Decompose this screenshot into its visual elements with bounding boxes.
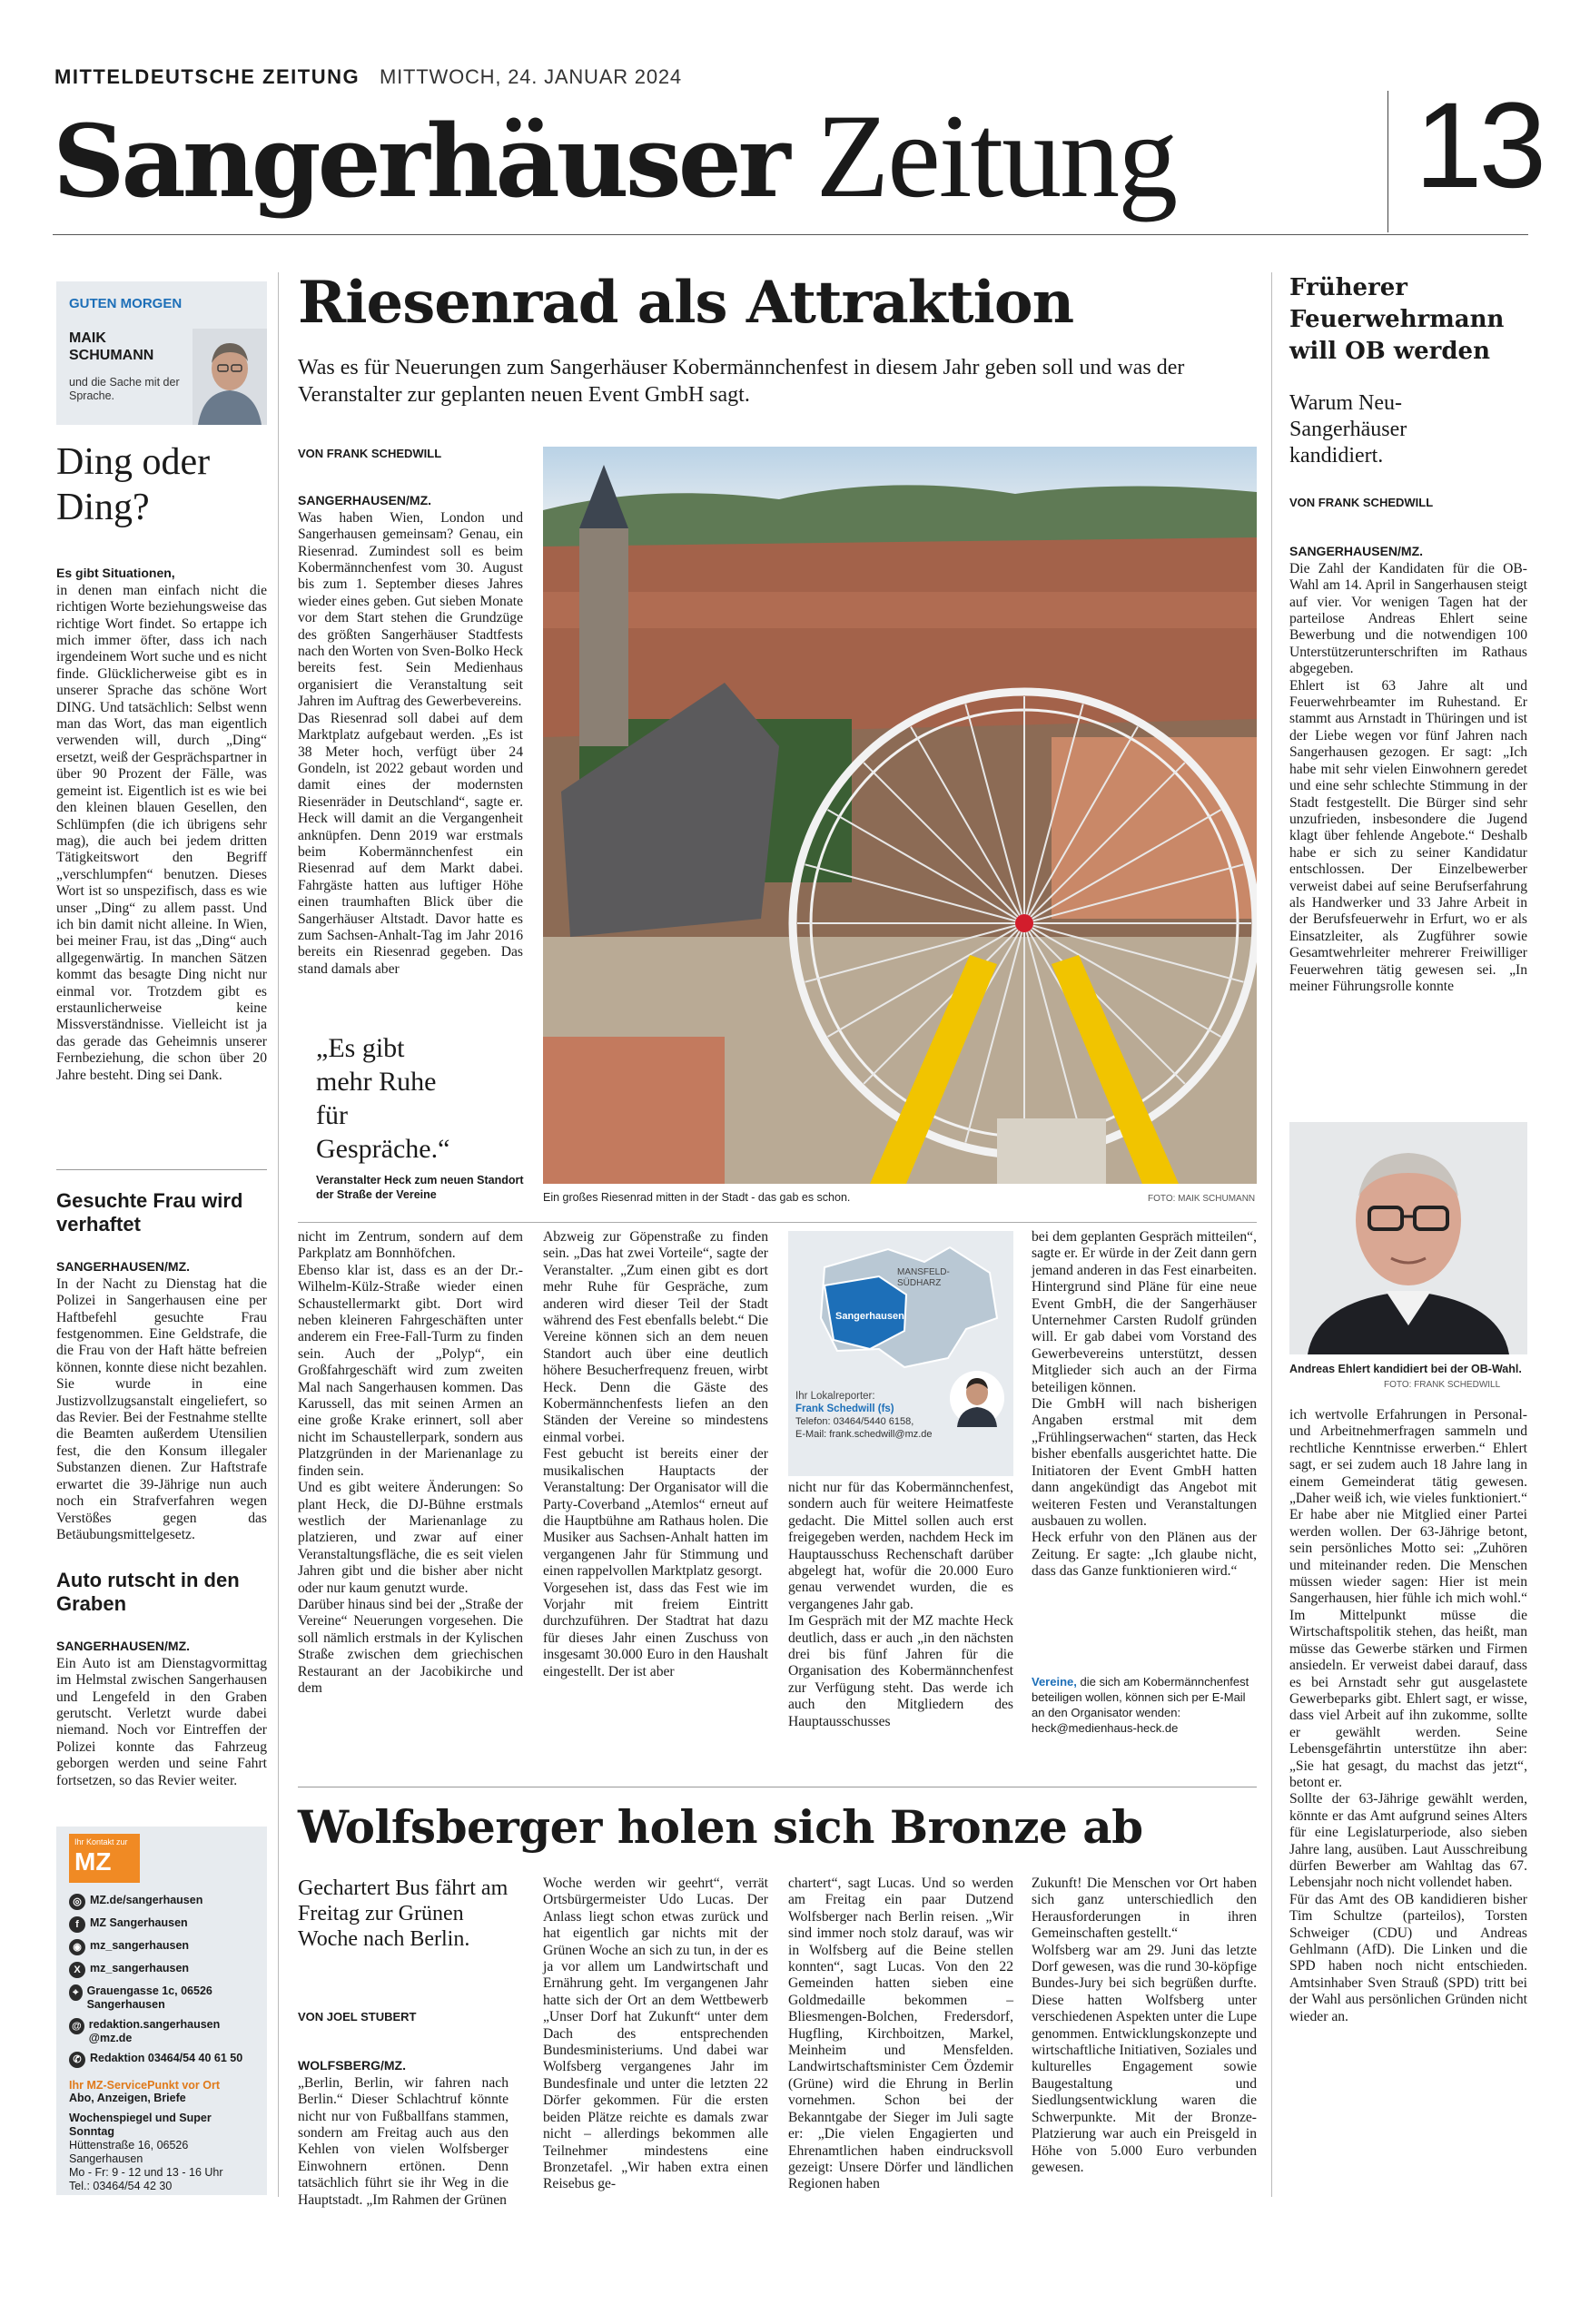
instagram-icon: ◉ [69,1939,85,1955]
contact-item[interactable] [69,1962,254,1978]
lead-byline: VON FRANK SCHEDWILL [298,447,442,460]
contact-list [69,1894,254,2068]
second-col2: Woche werden wir geehrt“, verrät Ortsbürgermeister Udo Lucas. Der Anlass liegt schon etwas zurück und hat eigentlich gar nichts mit der Grünen Woche an sich zu tun, in der es ja vor allem um Landwirtschaft und Ernährung geht. Im vergangenen Jahr hatte sich der Ort an dem Wettbewerb „Unser Dorf hat Zukunft“ unter dem Dach des entsprechenden Bundesministeriums. Und dabei war Wolfsberg vergangenes Jahr im Bundesfinale und unter die letzten 22 Dörfer gekommen. Für die ersten beiden Plätze reichte es damals zwar nicht – allerdings bekommen alle Teilnehmer mindestens eine Bronzetafel. „Wir haben extra einen Reisebus ge- [543,1876,768,2192]
right-col1-body: Die Zahl der Kandidaten für die OB-Wahl am 14. April in Sangerhausen steigt auf vier. Vor wenigen Tagen hat der parteilose Andreas Ehlert seine Bewerbung und die notwendigen 100 Unterstützerunterschriften im Rathaus abgegeben. Ehlert ist 63 Jahre alt und Feuerwehrbeamter im Ruhestand. Er stammt aus Arnstadt in Thüringen und ist der Liebe wegen vor fünf Jahren nach Sangerhausen gezogen. Er sagt: „Ich habe mit sehr vielen Einwohnern geredet und eine sehr schlechte Stimmung in der Stadt festgestellt. Die Bürger sind sehr unzufrieden, insbesondere die Jugend klagt über fehlende Angebote.“ Deshalb habe er sich zu seiner Kandidatur entschlossen. Der Einzelbewerber verweist dabei auf seine Berufserfahrung als Handwerker und 33 Jahre Arbeit in der Berufsfeuerwehr in Erfurt, wo er als Einsatzleiter, als Zugführer sowie Gesamtwehrleiter mehrerer Freiwilliger Feuerwehren tätig gewesen sei. „In meiner Führungsrolle konnte [1289,560,1527,994]
region-map [788,1231,1013,1376]
right-subhead: Warum Neu-Sangerhäuser kandidiert. [1289,391,1407,468]
lead-photo-caption: Ein großes Riesenrad mitten in der Stadt - das gab es schon. [543,1191,851,1204]
masthead-date: MITTWOCH, 24. JANUAR 2024 [380,65,682,88]
contact-box [56,1827,267,2195]
right-col1 [1289,527,1527,995]
reporter-phone: Telefon: 03464/5440 6158, [795,1416,914,1427]
guten-morgen-box [56,281,267,425]
masthead-title [53,89,1177,222]
service-sub: Abo, Anzeigen, Briefe [69,2092,186,2104]
author-tagline: und die Sache mit der Sprache. [69,376,180,402]
lead-col1 [298,476,523,978]
contact-item-text: MZ.de/sangerhausen [90,1894,203,1906]
lead-note [1032,1674,1257,1736]
contact-item-text: mz_sangerhausen [90,1962,190,1974]
page-number: 13 [1415,78,1544,213]
right-column-divider [1271,272,1272,2197]
contact-item-text: redaktion.sangerhausen @mz.de [88,2018,221,2044]
phone-icon: ✆ [69,2052,85,2068]
lead-subhead: Was es für Neuerungen zum Sangerhäuser Kobermännchenfest in diesem Jahr geben soll und was der Veranstalter zur geplanten neuen Event GmbH sagt. [298,356,1185,407]
candidate-photo [1289,1122,1527,1354]
masthead-rule [53,234,1528,235]
mz-logo-text: MZ [74,1847,112,1876]
author-first-name: MAIK [69,330,106,346]
right-dateline: SANGERHAUSEN/MZ. [1289,544,1424,559]
author-portrait [193,329,267,425]
x-icon: X [69,1962,85,1978]
contact-item[interactable] [69,1894,254,1910]
brief2-dateline: SANGERHAUSEN/MZ. [56,1639,191,1654]
right-photo-caption: Andreas Ehlert kandidiert bei der OB-Wahl. [1289,1363,1522,1375]
masthead-title-bold: Sangerhäuser [53,103,787,220]
reporter-box [788,1231,1013,1476]
guten-morgen-headline: Ding oder Ding? [56,441,211,528]
contact-item[interactable] [69,1916,254,1933]
brief1-headline: Gesuchte Frau wird verhaftet [56,1189,243,1236]
lead-mid-rule [298,1222,1257,1223]
second-byline: VON JOEL STUBERT [298,2010,417,2024]
guten-morgen-label: GUTEN MORGEN [69,296,183,311]
service-address: Hüttenstraße 16, 06526 Sangerhausen [69,2139,189,2165]
reporter-label: Ihr Lokalreporter: [795,1391,875,1402]
region-label: MANSFELD-SÜDHARZ [897,1267,950,1288]
lead-quote-source: Veranstalter Heck zum neuen Standort der Straße der Vereine [316,1174,524,1201]
lead-col-c: nicht nur für das Kobermännchenfest, sondern auch für weitere Heimatfeste gedacht. Die Mittel sollen auch erst freigegeben werden, nachdem Heck im Hauptausschuss Rechenschaft darüber abgelegt hat, wofür die 20.000 Euro genau verwendet wurden, die es vergangenes Jahr gab. Im Gespräch mit der MZ machte Heck deutlich, dass er auch „in den nächsten drei bis fünf Jahren für die Organisation des Kobermännchenfest zur Verfügung steht. Das werde ich auch den Mitgliedern des Hauptausschusses [788,1480,1013,1729]
contact-item-text: MZ Sangerhausen [90,1916,188,1929]
brief2-body: Ein Auto ist am Dienstagvormittag im Helmstal zwischen Sangerhausen und Lengefeld in den Graben gerutscht. Verletzt wurde dabei niemand. Noch vor Eintreffen der Polizei konnte das Fahrzeug geborgen werden und seine Fahrt fortsetzen, so das Revier weiter. [56,1655,267,1788]
service-title: Ihr MZ-ServicePunkt vor Ort [69,2079,221,2092]
second-col3: chartert“, sagt Lucas. Und so werden am Freitag ein paar Dutzend Wolfsberger nach Berlin reisen. „Wir sind immer noch stolz darauf, was wir in Wolfsberg auf die Beine stellen konnten“, sagt Lucas. Von den 22 Gemeinden hatten sieben eine Goldmedaille bekommen – Bliesmengen-Bolchen, Fredersdorf, Hugfling, Kirchboitzen, Markel, Meinheim und Mensfelden. Landwirtschaftsminister Cem Özdemir (Grüne) wird die Ehrung in Berlin vornehmen. Schon bei der Bekanntgabe der Sieger im Juli sagte er: „Die vielen Engagierten und Ehrenamtlichen haben eindrucksvoll gezeigt: Unsere Dörfer und ländlichen Regionen haben [788,1876,1013,2192]
brief1-dateline: SANGERHAUSEN/MZ. [56,1259,191,1275]
right-photo-credit: FOTO: FRANK SCHEDWILL [1384,1380,1501,1390]
lead-headline: Riesenrad als Attraktion [298,269,1074,337]
lead-note-text: die sich am Kobermännchenfest beteiligen wollen, können sich per E-Mail an den Organisator wenden: heck@medienhaus-heck.de [1032,1675,1249,1735]
guten-morgen-text [56,548,267,1084]
location-icon: ⌖ [69,1984,83,2001]
right-col2: ich wertvolle Erfahrungen in Personal- und Arbeitnehmerfragen sammeln und rechtliche Kenntnisse erwerben.“ Ehlert sagt, er sei zudem auch 18 Jahre lang in einem Gemeinderat tätig gewesen. „Daher weiß ich, wie vieles funktioniert.“ Er habe aber nie Mitglied einer Partei werden wollen. Der 63-Jährige betont, sein persönliches Motto sei: „Zuhören und miteinander reden. Die Menschen müssen wieder sagen: Hier ist mein Sangerhausen, hier fühle ich mich wohl.“ Im Mittelpunkt müsse die Wirtschaftspolitik stehen, das heißt, man müsse das Gewerbe stärken und Firmen ansiedeln. Er verweist dabei darauf, dass es bei Arnstadt sehr gut ausgelastete Gewerbeparks gibt. Ehlert sagt, er wisse, dass viel Arbeit auf ihn zukomme, sollte er gewählt werden. Seine Lebensgefährtin unterstütze ihn aber: „Sie hat gesagt, du machst das jetzt“, betont er. Sollte der 63-Jährige gewählt werden, könnte er das Amt aufgrund seines Alters für eine Legislaturperiode, also sieben Jahre lang, ausüben. Laut Ausschreibung dürfen Bewerber am Wahltag das 67. Lebensjahr noch nicht vollendet haben. Für das Amt des OB kandidieren bisher Tim Schultze (parteilos), Torsten Schweiger (CDU) und Andreas Gehlmann (AfD). Die Linken und die SPD haben noch nicht entschieden. Amtsinhaber Sven Strauß (SPD) tritt bei der Wahl aus persönlichen Gründen nicht wieder an. [1289,1407,1527,2024]
reporter-email[interactable]: E-Mail: frank.schedwill@mz.de [795,1429,933,1440]
contact-item[interactable] [69,2018,254,2045]
service-hours: Mo - Fr: 9 - 12 und 13 - 16 Uhr [69,2166,223,2179]
lead-col-a: nicht im Zentrum, sondern auf dem Parkplatz am Bonnhöfchen. Ebenso klar ist, dass es an der Dr.-Wilhelm-Külz-Straße wieder einen Schaustellermarkt gibt. Dort wird neben kleineren Fahrgeschäften unter anderem ein Free-Fall-Turm zu finden sein. Auch der „Polyp“, ein Großfahrgeschäft wird zum zweiten Mal nach Sangerhausen kommen. Das Karussell, das mit seinen Armen an eine große Krake erinnert, soll aber nicht im Schaustellerpark, sondern aus Platzgründen in der Marienanlage zu finden sein. Und es gibt weitere Änderungen: So plant Heck, die DJ-Bühne erstmals westlich der Marienanlage zu platzieren, und zwar auf einer Veranstaltungsfläche, die es seit vielen Jahren gibt und die bisher aber nicht oder nur kaum genutzt wurde. Darüber hinaus sind bei der „Straße der Vereine“ Neuerungen vorgesehen. Die soll nämlich erstmals in der Kylischen Straße zwischen dem griechischen Restaurant an der Jacobikirche und dem [298,1229,523,1696]
mz-logo [69,1834,140,1883]
lead-col1-body: Was haben Wien, London und Sangerhausen gemeinsam? Genau, ein Riesenrad. Zumindest soll es beim Kobermännchenfest vom 30. August bis zum 1. September dieses Jahres wieder eines geben. Gut sieben Monate vor dem Start stehen die Grundzüge des größten Sangerhäuser Stadtfests nach den Worten von Sven-Bolko Heck bereits fest. Sein Medienhaus organisiert die Veranstaltung seit Jahren im Auftrag des Gewerbevereins. Das Riesenrad soll dabei auf dem Marktplatz aufgebaut werden. „Es ist 38 Meter hoch, verfügt über 24 Gondeln, ist 2022 gebaut worden und damit eines der modernsten Riesenräder in Deutschland“, sagte er. Heck will damit an die Vergangenheit anknüpfen. Denn 2019 war erstmals beim Kobermännchenfest ein Riesenrad auf dem Markt dabei. Fahrgäste hatten aus luftiger Höhe einen traumhaften Blick über die Sangerhäuser Altstadt. Davor hatte es zum Sachsen-Anhalt-Tag im Jahr 2016 bereits ein Riesenrad gegeben. Das stand damals aber [298,509,523,977]
masthead-divider [1387,91,1388,232]
brief1-text [56,1242,267,1543]
brief1-body: In der Nacht zu Dienstag hat die Polizei in Sangerhausen eine per Haftbefehl gesuchte Frau festgenommen. Eine Geldstrafe, die die Frau von der Haft hätte befreien können, konnte diese nicht bezahlen. Sie wurde in eine Justizvollzugsanstalt eingeliefert, so das Revier. Bei der Festnahme stellte die Beamten außerdem Utensilien fest, die den Konsum illegaler Substanzen dienen. Zur Haftstrafe erwartet die 39-Jährige nun auch noch ein Strafverfahren wegen Verstößes gegen das Betäubungsmittelgesetz. [56,1275,267,1542]
guten-morgen-lead: Es gibt Situationen, [56,566,175,581]
second-col4: Zukunft! Die Menschen vor Ort haben sich ganz unterschiedlich den Herausforderungen in ihren Gemeinschaften gestellt.“ Wolfsberg war am 29. Juni das letzte Dorf gewesen, was die rund 30-köpfige Bundes-Jury bei sich begrüßen durfte. Diese hatten Wolfsberg unter verschiedenen Aspekten unter die Lupe genommen. Entwicklungskonzepte und wirtschaftliche Initiativen, Soziales und kulturelles Engagement sowie Baugestaltung und Siedlungsentwicklung waren die Schwerpunkte. Mit der Bronze-Platzierung war auch ein Preisgeld in Höhe von 5.000 Euro verbunden gewesen. [1032,1876,1257,2175]
email-icon: @ [69,2018,84,2034]
lead-col-b: Abzweig zur Göpenstraße zu finden sein. „Das hat zwei Vorteile“, sagte der Veranstalter. „Zum einen gibt es dort mehr Ruhe für Gespräche, zum anderen wird dieser Teil der Stadt während des Fest ebenfalls belebt.“ Die Vereine können sich an dem neuen Standort auch über eine deutlich höhere Besucherfrequenz freuen, wirbt Heck. Denn die Gäste des Kobermännchenfests liefen an den Ständen der Vereine so mindestens einmal vorbei. Fest gebucht ist bereits einer der musikalischen Hauptacts der Veranstaltung: Der Organisator will die Party-Coverband „Atemlos“ erneut auf die Hauptbühne am Rathaus holen. Die Musiker aus Sachsen-Anhalt hatten im vergangenen Jahr für Stimmung und einen rappelvollen Marktplatz gesorgt. Vorgesehen ist, dass das Fest wie im Vorjahr mit freiem Eintritt durchzuführen. Der Stadtrat hat dazu für dieses Jahr einen Zuschuss von insgesamt 30.000 Euro in den Haushalt eingestellt. Der ist aber [543,1229,768,1679]
reporter-name: Frank Schedwill (fs) [795,1403,894,1414]
ferris-wheel-photo [543,447,1257,1184]
contact-item[interactable] [69,1984,254,2012]
right-byline: VON FRANK SCHEDWILL [1289,496,1434,509]
lead-quote [316,1031,525,1202]
lead-photo-credit: FOTO: MAIK SCHUMANN [1148,1194,1256,1204]
masthead-title-light: Zeitung [815,89,1177,222]
author-last-name: SCHUMANN [69,348,154,363]
globe-icon: ◎ [69,1894,85,1910]
service-tel: Tel.: 03464/54 42 30 [69,2180,173,2192]
brief2-text [56,1621,267,1789]
lead-quote-text: „Es gibt mehr Ruhe für Gespräche.“ [316,1033,450,1164]
left-divider-1 [56,1169,267,1170]
guten-morgen-body: in denen man einfach nicht die richtigen Worte beziehungsweise das richtige Wort findet. So ertappe ich mich immer öfter, dass ich nach irgendeinem Wort suche und es nicht finde. Glücklicherweise gibt es in unserer Sprache das schöne Wort DING. Und tatsächlich: Selbst wenn man das Wort, das man eigentlich verwenden will, durch „Ding“ ersetzt, weiß der Gesprächspartner in über 90 Prozent der Fälle, was gemeint ist. Eigentlich ist es wie bei den kleinen blauen Gesellen, den Schlümpfen (die ich übrigens sehr mag), die auch bei jedem dritten Tätigkeitswort den Begriff „verschlumpfen“ benutzen. Dieses Wort ist so unspezifisch, dass es wie unser „Ding“ zu allem passt. Und ich bin damit nicht alleine. In Wien, bei meiner Frau, ist das „Ding“ auch allgegenwärtig. In manchen Sätzen kommt das besagte Ding nicht nur einmal vor. Trotzdem gibt es erstaunlicherweise keine Missverständnisse. Vielleicht ist ja das gerade das Geheimnis unserer Fernbeziehung, die schon über 20 Jahre besteht. Ding sei Dank. [56,582,267,1083]
second-col1 [298,2041,509,2209]
second-headline: Wolfsberger holen sich Bronze ab [298,1800,1143,1854]
reporter-avatar [950,1369,1004,1427]
lead-dateline: SANGERHAUSEN/MZ. [298,493,432,508]
contact-item-text: Redaktion 03464/54 40 61 50 [90,2052,243,2064]
service-name: Wochenspiegel und Super Sonntag [69,2112,212,2138]
lead-note-label: Vereine, [1032,1675,1077,1689]
town-label: Sangerhausen [835,1311,904,1322]
left-column-divider [278,272,279,2197]
contact-item-text: mz_sangerhausen [90,1939,190,1952]
contact-item[interactable] [69,1939,254,1955]
right-headline: Früherer Feuerwehrmann will OB werden [1289,274,1505,365]
second-subhead: Gechartert Bus fährt am Freitag zur Grünen Woche nach Berlin. [298,1876,509,1951]
second-dateline: WOLFSBERG/MZ. [298,2058,406,2073]
facebook-icon: f [69,1916,85,1933]
second-col1-body: „Berlin, Berlin, wir fahren nach Berlin.“ Dieser Schlachtruf könnte nicht nur von Fußballfans stammen, sondern am Freitag auch aus den Kehlen von vielen Wolfsberger Einwohnern ertönen. Denn tatsächlich führt sie ihr Weg in die Hauptstadt. „Im Rahmen der Grünen [298,2074,509,2208]
masthead-paper: MITTELDEUTSCHE ZEITUNG [54,65,360,88]
contact-label: Ihr Kontakt zur [74,1837,128,1846]
contact-item[interactable] [69,2052,254,2068]
brief2-headline: Auto rutscht in den Graben [56,1569,240,1615]
contact-item-text: Grauengasse 1c, 06526 Sangerhausen [86,1984,212,2011]
lead-col-d: bei dem geplanten Gespräch mitteilen“, sagte er. Er würde in der Zeit dann gern jemand anderen in das Fest einarbeiten. Hintergrund sind Pläne für eine neue Event GmbH, die der Sangerhäuser Unternehmer Carsten Rudolf gründen will. Er gab dabei vom Vorstand des Gewerbevereins unterstützt, dessen Mitglieder sich auch an der Firma beteiligen können. Die GmbH will nach bisherigen Angaben erstmal mit dem „Frühlingserwachen“ starten, das Heck bisher ebenfalls ausgerichtet hatte. Die Initiatoren der Event GmbH hatten dann angekündigt das Angebot mit weiteren Festen und Veranstaltungen ausbauen zu wollen. Heck erfuhr von den Plänen aus der Zeitung. Er sagte: „Ich glaube nicht, dass das Ganze funktionieren wird.“ [1032,1229,1257,1580]
